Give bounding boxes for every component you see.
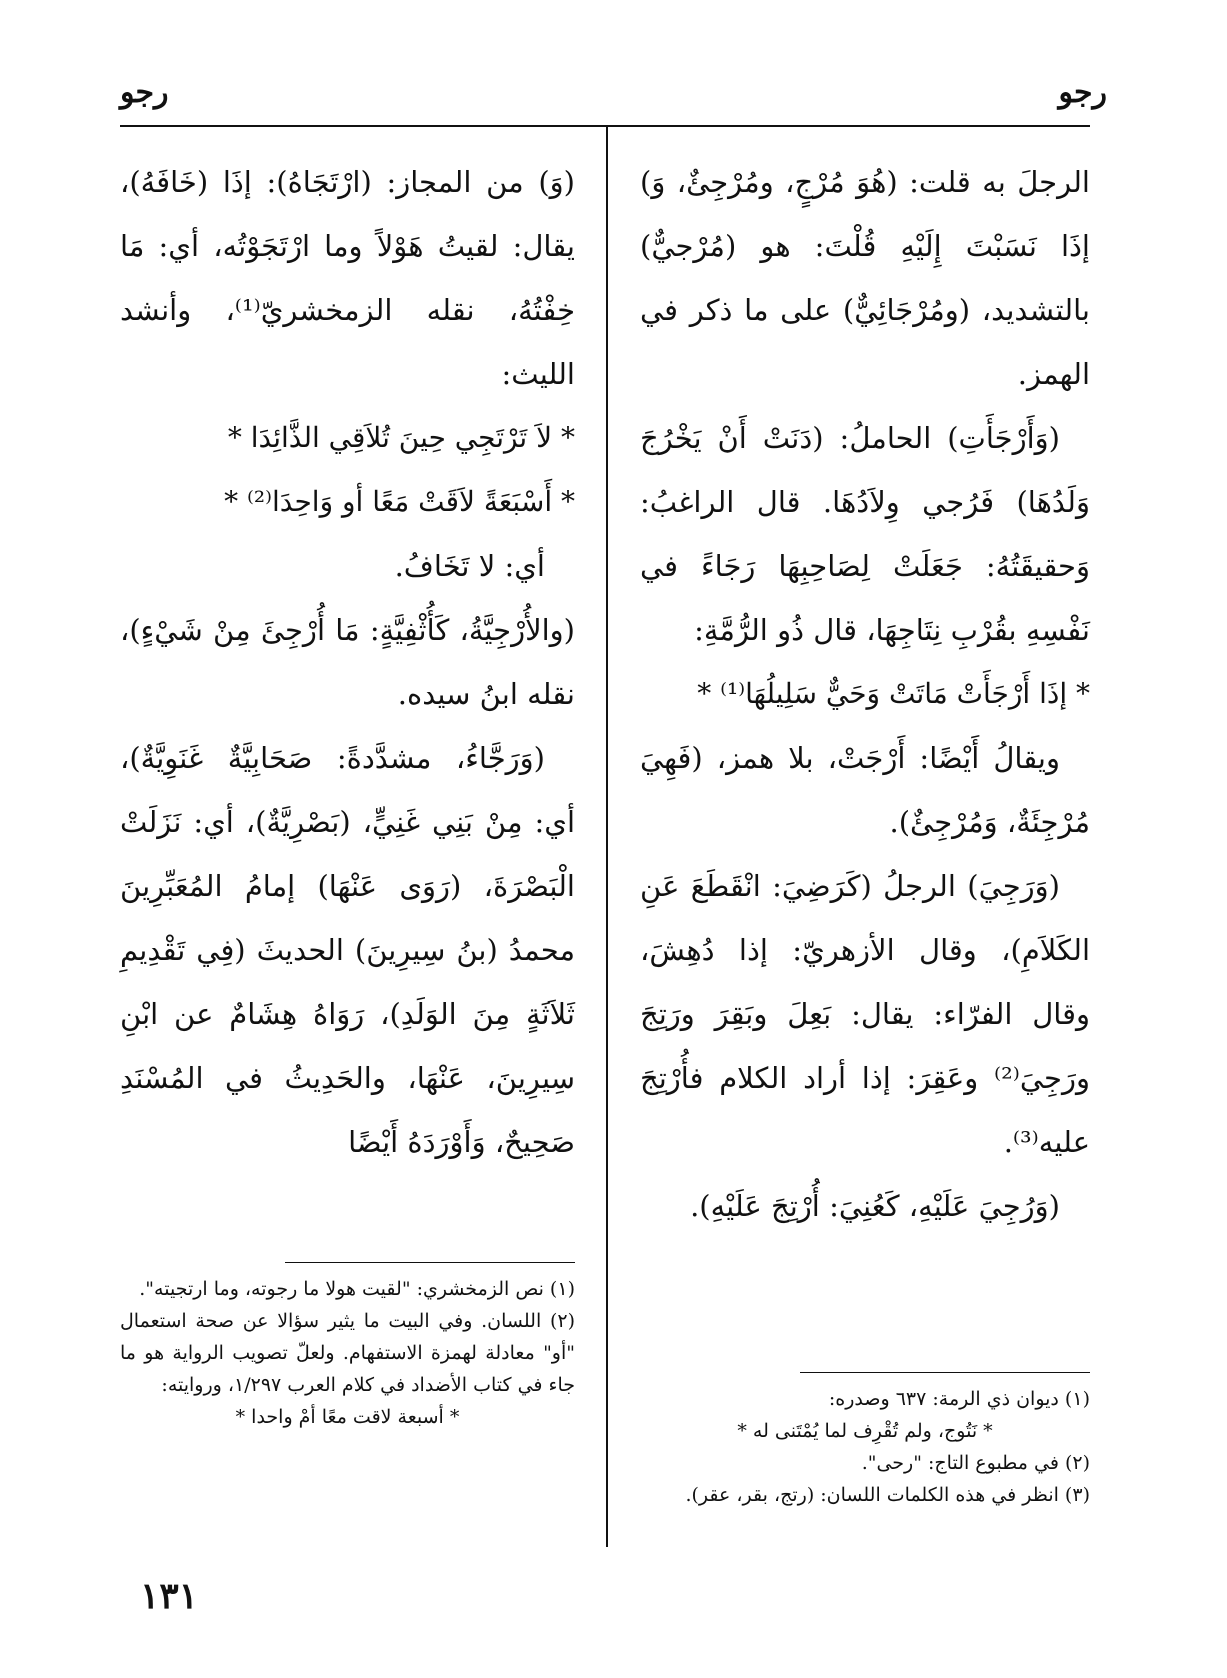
right-paragraph-3: ويقالُ أَيْضًا: أَرْجَتْ، بلا همز، (فَهِيَ مُرْجِئَةٌ، وَمُرْجِئٌ). bbox=[640, 741, 1090, 839]
right-column bbox=[640, 150, 1090, 1238]
right-paragraph-1: الرجلَ به قلت: (هُوَ مُرْجٍ، ومُرْجِئٌ، وَ) إذَا نَسَبْتَ إِلَيْهِ قُلْتَ: هو (مُرْجيٌّ) بالتشديد، (ومُرْجَائِيٌّ) على ما ذكر في الهمز. bbox=[640, 165, 1090, 391]
left-footnote-verse: * أسبعة لاقت معًا أمْ واحدا * bbox=[235, 1406, 460, 1428]
left-footnote-2: (٢) اللسان. وفي البيت ما يثير سؤالا عن صحة استعمال "أو" معادلة لهمزة الاستفهام. ولعلّ تصويب الرواية هو ما جاء في كتاب الأضداد في كلام العرب ١/٢٩٧، وروايته: bbox=[120, 1310, 575, 1396]
right-paragraph-5: (وَرُجِيَ عَلَيْهِ، كَعُنِيَ: أُرْتِجَ عَلَيْهِ). bbox=[690, 1189, 1060, 1223]
left-paragraph-1: (وَ) من المجاز: (ارْتَجَاهُ): إذَا (خَافَهُ)، يقال: لقيتُ هَوْلاً وما ارْتَجَوْتُه، أي: مَا خِفْتُهُ، نقله الزمخشريّ⁽¹⁾، وأنشد الليث: bbox=[120, 165, 575, 391]
column-divider bbox=[606, 127, 608, 1547]
right-footnote-rule bbox=[800, 1372, 1090, 1373]
right-paragraph-4: (وَرَجِيَ) الرجلُ (كَرَضِيَ: انْقَطَعَ عَنِ الكَلاَمِ)، وقال الأزهريّ: إذا دُهِشَ، وقال الفرّاء: يقال: بَعِلَ وبَقِرَ ورَتِجَ ورَجِيَ⁽²⁾ وعَقِرَ: إذا أراد الكلام فأُرْتِجَ عليه⁽³⁾. bbox=[640, 869, 1090, 1159]
header-rule bbox=[120, 125, 1090, 127]
running-head-left: رجو bbox=[120, 75, 169, 110]
right-footnote-3: (٣) انظر في هذه الكلمات اللسان: (رتج، بقر، عقر). bbox=[685, 1484, 1090, 1506]
left-paragraph-4: (وَرَجَّاءُ، مشدَّدةً: صَحَابِيَّةٌ غَنَوِيَّةٌ)، أي: مِنْ بَنِي غَنِيٍّ، (بَصْرِيَّةٌ)، أي: نَزَلَتْ الْبَصْرَةَ، (رَوَى عَنْهَا) إمامُ المُعَبِّرِينَ محمدُ (بنُ سِيرِينَ) الحديثَ (فِي تَقْدِيمِ ثَلاَثَةٍ مِنَ الوَلَدِ)، رَوَاهُ هِشَامٌ عن ابْنِ سِيرِينَ، عَنْهَا، والحَدِيثُ في المُسْنَدِ صَحِيحٌ، وَأَوْرَدَهُ أَيْضًا bbox=[120, 741, 575, 1159]
left-footnote-1: (١) نص الزمخشري: "لقيت هولا ما رجوته، وما ارتجيته". bbox=[139, 1278, 575, 1300]
right-footnote-verse: * نَتُوج، ولم تُقْرِف لما يُمْتَنى له * bbox=[737, 1420, 993, 1442]
right-paragraph-2: (وَأَرْجَأَتِ) الحاملُ: (دَنَتْ أَنْ يَخْرُجَ وَلَدُهَا) فَرُجي وِلاَدُهَا. قال الراغبُ: وَحقيقَتُهُ: جَعَلَتْ لِصَاحِبِهَا رَجَاءً في نَفْسِهِ بقُرْبِ نِتَاجِهَا، قال ذُو الرُّمَّةِ: bbox=[640, 421, 1090, 647]
left-verse-2: * أَسْبَعَةً لاَقَتْ مَعًا أو وَاحِدَا⁽²⁾ * bbox=[224, 485, 575, 518]
left-paragraph-3: (والأُرْجِيَّةُ، كَأُثْفِيَّةٍ: مَا أُرْجِئَ مِنْ شَيْءٍ)، نقله ابنُ سيده. bbox=[120, 613, 575, 711]
right-verse-1: * إذَا أَرْجَأَتْ مَاتَتْ وَحَيٌّ سَلِيلُهَا⁽¹⁾ * bbox=[697, 677, 1090, 710]
left-paragraph-2: أي: لا تَخَافُ. bbox=[394, 549, 545, 583]
page-number: ١٣١ bbox=[140, 1575, 199, 1617]
right-footnotes bbox=[640, 1372, 1090, 1511]
running-head-right: رجو bbox=[1058, 75, 1107, 110]
left-footnotes bbox=[120, 1262, 575, 1433]
left-column bbox=[120, 150, 575, 1174]
left-footnote-rule bbox=[285, 1262, 575, 1263]
left-verse-1: * لاَ تَرْتَجِي حِينَ تُلاَقِي الذَّائِدَا * bbox=[227, 421, 575, 454]
right-footnote-2: (٢) في مطبوع التاج: "رحى". bbox=[861, 1452, 1090, 1474]
right-footnote-1: (١) ديوان ذي الرمة: ٦٣٧ وصدره: bbox=[828, 1388, 1090, 1410]
